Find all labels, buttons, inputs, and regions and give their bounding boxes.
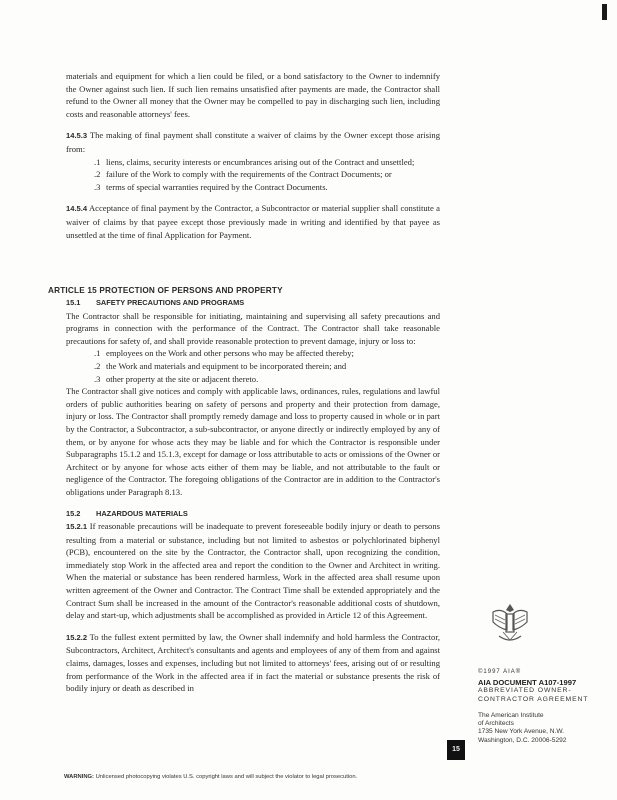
section-text: If reasonable precautions will be inadequate to prevent foreseeable bodily injury or death to persons resulting from a material or substance, including but not limited to asbestos or polychlorinated biphenyl (PCB), encountered on the site by the Contractor, the Contractor shall, upon recognizing the condition, immediately stop Work in the affected area and report the condition to the Owner and Architect in writing. When the material or substance has been rendered harmless, Work in the affected area shall resume upon written agreement of the Owner and Contractor. The Contract Time shall be extended appropriately and the Contract Sum shall be increased in the amount of the Contractor's reasonable additional costs of shutdown, delay and start-up, which adjustments shall be accomplished as provided in Article 12 of this Agreement.	[66, 521, 440, 621]
warning-label: WARNING:	[64, 774, 94, 780]
section-15-1-after: The Contractor shall give notices and comply with applicable laws, ordinances, rules, regulations and lawful orders of public authorities bearing on safety of persons and property and their protection from damage, injury or loss. The Contractor shall promptly remedy damage and loss to property caused in whole or in part by the Contractor, a Subcontractor, a sub-subcontractor, or anyone directly or indirectly employed by any of them, or by anyone for whose acts they may be liable and for which the Contractor is responsible under Subparagraphs 15.1.2 and 15.1.3, except for damage or loss attributable to acts or omissions of the Owner or Architect or by anyone for whose acts either of them may be liable, and not attributable to the fault or negligence of the Contractor. The foregoing obligations of the Contractor are in addition to the Contractor's obligations under Paragraph 8.13.	[66, 386, 440, 497]
section-15-1-heading: 15.1 SAFETY PRECAUTIONS AND PROGRAMS	[66, 298, 245, 307]
document-sidebar	[478, 614, 608, 745]
article-15-body	[66, 297, 440, 695]
warning-text: Unlicensed photocopying violates U.S. copyright laws and will subject the violator to legal prosecution.	[95, 774, 358, 780]
upper-text-block	[66, 70, 440, 241]
list-item: .3 terms of special warranties required by the Contract Documents.	[94, 181, 328, 192]
continuation-paragraph: materials and equipment for which a lien could be filed, or a bond satisfactory to the Owner to indemnify the Owner against such lien. If such lien remains unsatisfied after payments are made, the Contractor shall refund to the Owner all money that the Owner may be compelled to pay in discharging such lien, including costs and reasonable attorneys' fees.	[66, 71, 440, 119]
list-item: .2 the Work and materials and equipment to be incorporated therein; and	[94, 360, 347, 371]
subparagraph-14-5-3	[66, 129, 440, 155]
subparagraph-14-5-4	[66, 202, 440, 241]
section-15-2-heading: 15.2 HAZARDOUS MATERIALS	[66, 508, 188, 518]
copyright-warning	[64, 774, 357, 780]
document-title-line-2: CONTRACTOR AGREEMENT	[478, 695, 589, 703]
list-item: .1 employees on the Work and other persons who may be affected thereby;	[94, 348, 354, 359]
list-item: .1 liens, claims, security interests or encumbrances arising out of the Contract and unsettled;	[94, 156, 415, 167]
page-number: 15	[447, 740, 465, 760]
article-15-title: ARTICLE 15 PROTECTION OF PERSONS AND PROPERTY	[48, 286, 283, 295]
organization-line-1: The American Institute	[478, 712, 544, 720]
section-number: 14.5.3	[66, 131, 88, 141]
address-line-2: Washington, D.C. 20006-5292	[478, 736, 567, 744]
subparagraph-15-2-2	[66, 631, 440, 695]
section-text: Acceptance of final payment by the Contractor, a Subcontractor or material supplier shall constitute a waiver of claims by that payee except those previously made in writing and identified by that payee as unsettled at the time of final Application for Payment.	[66, 203, 440, 240]
organization-line-2: of Architects	[478, 720, 514, 728]
protection-list	[94, 347, 440, 385]
document-title-line-1: ABBREVIATED OWNER-	[478, 687, 572, 695]
subparagraph-15-2-1	[66, 520, 440, 622]
section-number: 15.2.2	[66, 632, 88, 642]
page-edge-mark	[602, 4, 607, 20]
section-text: To the fullest extent permitted by law, the Owner shall indemnify and hold harmless the Contractor, Subcontractors, Architect, Architect's consultants and agents and employees of any of them from and against claims, damages, losses and expenses, including but not limited to attorneys' fees, arising out of or resulting from performance of the Work in the affected area if in fact the material or substance presents the risk of bodily injury or death as described in	[66, 631, 440, 694]
copyright-line: ©1997 AIA®	[478, 669, 522, 675]
waiver-exceptions-list	[94, 156, 440, 194]
section-number: 14.5.4	[66, 204, 88, 214]
section-number: 15.2.1	[66, 522, 88, 532]
section-text: The making of final payment shall constitute a waiver of claims by the Owner except those arising from:	[66, 130, 440, 154]
list-item: .3 other property at the site or adjacent thereto.	[94, 373, 259, 384]
list-item: .2 failure of the Work to comply with the requirements of the Contract Documents; or	[94, 169, 392, 180]
address-line-1: 1735 New York Avenue, N.W.	[478, 728, 565, 736]
section-15-1-intro: The Contractor shall be responsible for initiating, maintaining and supervising all safety precautions and programs in connection with the performance of the Contract. The Contractor shall take reasonable precautions for safety of, and shall provide reasonable protection to prevent damage, injury or loss to:	[66, 310, 440, 346]
document-id: AIA DOCUMENT A107-1997	[478, 678, 577, 688]
